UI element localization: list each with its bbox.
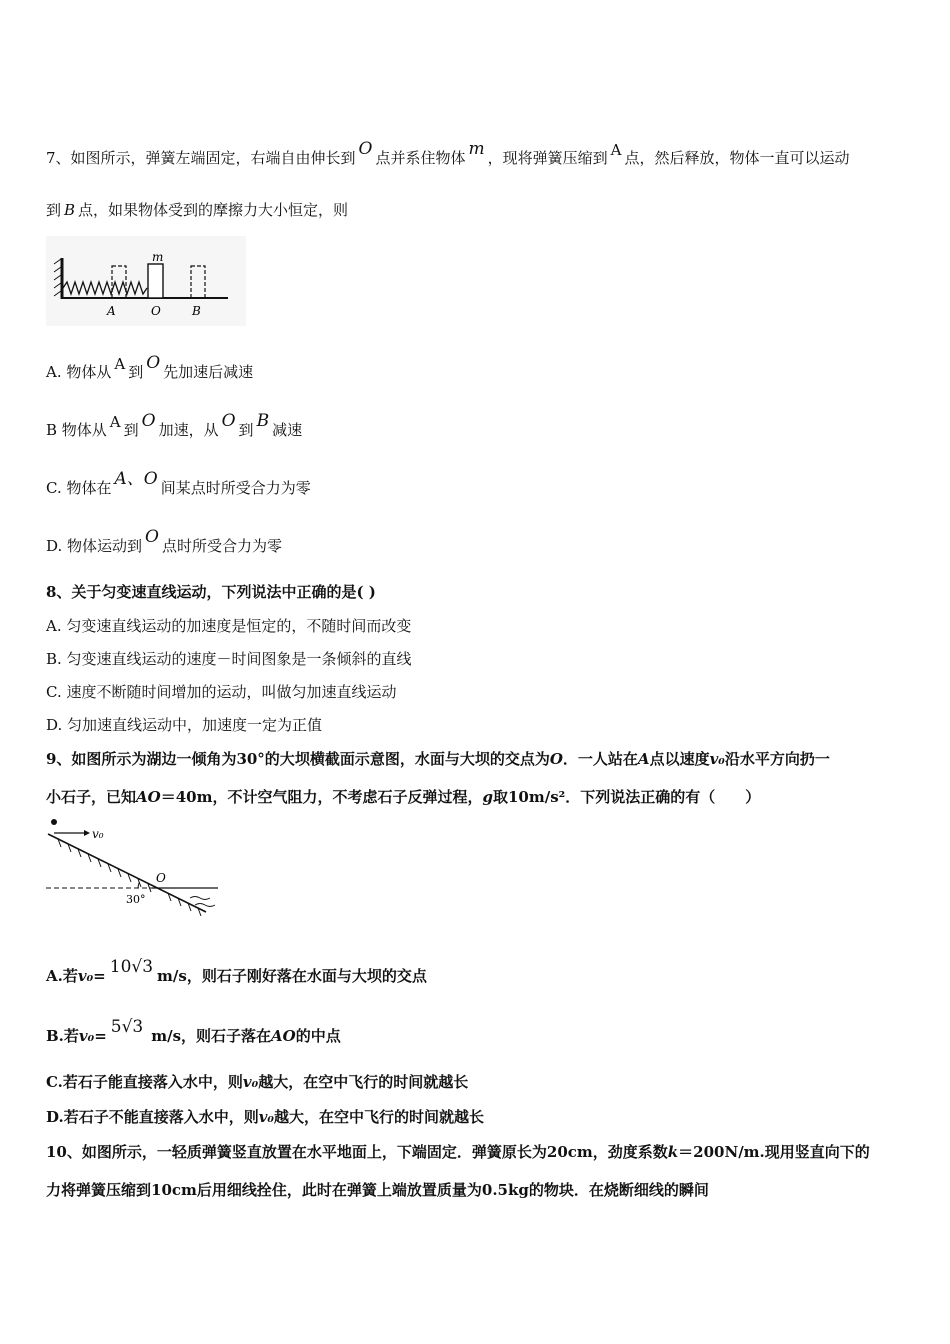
q10-stem-line1: 10、如图所示，一轻质弹簧竖直放置在水平地面上，下端固定．弹簧原长为20cm，劲度系数k＝200N/m.现用竖直向下的 <box>46 1143 870 1161</box>
spring-block-diagram <box>46 236 246 326</box>
q7-stem-line1: 7、如图所示，弹簧左端固定，右端自由伸长到 O 点并系住物体 m ，现将弹簧压缩到 A 点，然后释放，物体一直可以运动 <box>46 139 850 167</box>
symbol-O: O <box>358 139 373 159</box>
q9-stem-line2: 小石子，已知AO＝40m，不计空气阻力，不考虑石子反弹过程，g取10m/s²．下列说法正确的有（ ） <box>46 788 761 806</box>
q9-stem-line1: 9、如图所示为湖边一倾角为30°的大坝横截面示意图，水面与大坝的交点为O．一人站在A点以速度v₀沿水平方向扔一 <box>46 750 830 768</box>
symbol-m: m <box>468 139 485 159</box>
stone-dot <box>51 819 57 825</box>
figure-background <box>46 236 246 326</box>
symbol-B: B <box>64 201 76 219</box>
q8-option-b[interactable]: B. 匀变速直线运动的速度－时间图象是一条倾斜的直线 <box>46 650 412 668</box>
label-O: O <box>156 871 166 885</box>
q7-option-b[interactable]: B 物体从 A 到 O 加速，从 O 到 B 减速 <box>46 411 303 439</box>
water-waves <box>190 897 215 907</box>
q8-option-c[interactable]: C. 速度不断随时间增加的运动，叫做匀加速直线运动 <box>46 683 397 701</box>
q10-stem-line2: 力将弹簧压缩到10cm后用细线拴住，此时在弹簧上端放置质量为0.5kg的物块．在烧断细线的瞬间 <box>46 1181 709 1199</box>
q7-stem-line2: 到 B 点，如果物体受到的摩擦力大小恒定，则 <box>46 201 349 219</box>
label-B: B <box>192 304 201 318</box>
label-v0: v₀ <box>92 827 104 841</box>
label-O: O <box>151 304 161 318</box>
q9-option-c[interactable]: C.若石子能直接落入水中，则v₀越大，在空中飞行的时间就越长 <box>46 1073 469 1091</box>
q7-option-d[interactable]: D. 物体运动到 O 点时所受合力为零 <box>46 527 282 555</box>
angle-arc <box>138 882 140 888</box>
q7-option-a[interactable]: A. 物体从 A 到 O 先加速后减速 <box>46 353 254 381</box>
q9-option-d[interactable]: D.若石子不能直接落入水中，则v₀越大，在空中飞行的时间就越长 <box>46 1108 485 1126</box>
velocity-arrowhead <box>84 830 90 836</box>
symbol-A: A <box>610 141 622 159</box>
q9-option-a[interactable]: A.若v₀= 10√3 m/s，则石子刚好落在水面与大坝的交点 <box>46 957 427 985</box>
value-5-sqrt3: 5√3 <box>110 1017 144 1037</box>
q8-stem: 8、关于匀变速直线运动，下列说法中正确的是( ) <box>46 583 376 601</box>
q9-option-b[interactable]: B.若v₀= 5√3 m/s，则石子落在AO的中点 <box>46 1017 341 1045</box>
value-10-sqrt3: 10√3 <box>109 957 154 977</box>
dam-cross-section-diagram <box>40 812 240 922</box>
q8-option-d[interactable]: D. 匀加速直线运动中，加速度一定为正值 <box>46 716 323 734</box>
label-m: m <box>152 250 164 264</box>
q7-option-c[interactable]: C. 物体在 A、O 间某点时所受合力为零 <box>46 469 311 497</box>
q8-option-a[interactable]: A. 匀变速直线运动的加速度是恒定的，不随时间而改变 <box>46 617 412 635</box>
block-m <box>148 264 163 298</box>
label-A: A <box>107 304 116 318</box>
label-angle: 30° <box>126 893 146 906</box>
